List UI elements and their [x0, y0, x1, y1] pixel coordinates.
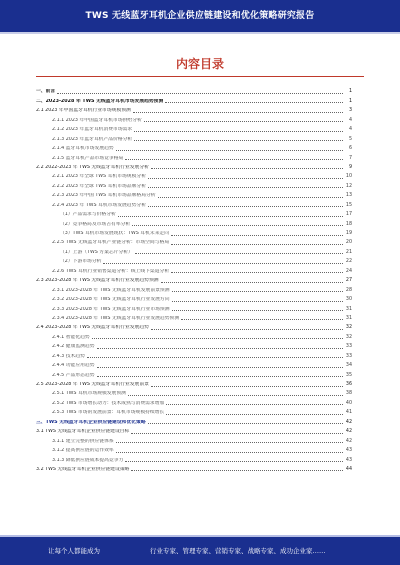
toc-entry-label: （2）下游市场分析	[60, 259, 102, 265]
toc-leader-dots	[171, 244, 343, 245]
toc-page-number: 34	[345, 363, 352, 369]
toc-leader-dots	[97, 348, 343, 349]
toc-entry[interactable]	[36, 180, 352, 189]
toc-entry-label: 2.3.3 2023-2028 年 TWS 无线蓝牙耳机行业市场预测	[52, 306, 170, 312]
toc-page-number: 32	[345, 334, 352, 340]
toc-leader-dots	[171, 272, 343, 273]
toc-leader-dots	[116, 150, 343, 151]
toc-leader-dots	[151, 386, 343, 387]
toc-leader-dots	[116, 452, 343, 453]
toc-leader-dots	[161, 282, 343, 283]
page-footer	[0, 535, 400, 565]
toc-entry-label: 2.4.4 功能应用趋势	[52, 363, 95, 369]
toc-leader-dots	[131, 433, 343, 434]
toc-entry[interactable]	[36, 199, 352, 208]
toc-entry[interactable]	[36, 464, 352, 473]
toc-page-number: 3	[348, 108, 352, 114]
toc-entry[interactable]	[36, 171, 352, 180]
toc-leader-dots	[166, 414, 343, 415]
toc-entry-label: 2.1.2 2023 年蓝牙耳机消费市场需求	[52, 127, 133, 133]
toc-entry-label: 2.5 2023-2028 年 TWS 无线蓝牙耳机行业发展前景	[36, 382, 149, 387]
toc-entry-label: 2.4.5 产品形态趋势	[52, 372, 95, 378]
toc-page-number: 20	[345, 240, 352, 246]
toc-entry-label: 2.1 2023 年中国蓝牙耳机行业市场规模预测	[36, 108, 131, 114]
toc-entry[interactable]	[36, 407, 352, 416]
toc-leader-dots	[133, 112, 343, 113]
toc-entry[interactable]	[36, 95, 352, 104]
toc-entry-label: 3.1.2 提高供应链的运作效率	[52, 448, 114, 454]
toc-page-number: 12	[345, 183, 352, 189]
toc-entry-label: 二、2023-2028 年 TWS 无线蓝牙耳机市场发展趋势预测	[36, 98, 164, 104]
toc-leader-dots	[128, 395, 343, 396]
toc-leader-dots	[125, 461, 343, 462]
toc-leader-dots	[97, 376, 343, 377]
toc-entry[interactable]	[36, 426, 352, 435]
toc-entry[interactable]	[36, 388, 352, 397]
toc-entry-label: 2.1.5 蓝牙耳机产品市场竞争格局	[52, 155, 124, 161]
toc-entry[interactable]	[36, 162, 352, 171]
toc-page-number: 1	[348, 89, 352, 95]
toc-leader-dots	[116, 442, 343, 443]
toc-page-number: 38	[345, 391, 352, 397]
toc-entry[interactable]	[36, 313, 352, 322]
toc-entry[interactable]	[36, 445, 352, 454]
toc-entry-label: 2.2.3 2023 年中国 TWS 耳机市场品牌格局分析	[52, 193, 156, 199]
toc-entry[interactable]	[36, 143, 352, 152]
toc-entry[interactable]	[36, 246, 352, 255]
toc-leader-dots	[103, 263, 343, 264]
toc-entry[interactable]	[36, 152, 352, 161]
toc-page-number: 21	[345, 249, 352, 255]
toc-entry[interactable]	[36, 416, 352, 425]
toc-entry-label: 2.2 2022-2023 年 TWS 无线蓝牙耳机行业发展分析	[36, 164, 149, 170]
toc-entry-label: 2.3.1 2023-2028 年 TWS 无线蓝牙耳机发展前景预测	[52, 287, 170, 293]
toc-leader-dots	[172, 310, 343, 311]
toc-entry-label: 2.3 2023-2028 年 TWS 无线蓝牙耳机行业发展趋势预测	[36, 278, 159, 284]
toc-entry-label: 2.5.2 TWS 市场增长动力：技术成熟与消费需求增加	[52, 400, 165, 406]
toc-entry-label: 2.4.3 技术趋势	[52, 353, 85, 359]
toc-entry[interactable]	[36, 284, 352, 293]
toc-page-number: 28	[345, 287, 352, 293]
toc-entry[interactable]	[36, 105, 352, 114]
toc-page-number: 43	[345, 457, 352, 463]
toc-leader-dots	[134, 131, 343, 132]
toc-page-number: 1	[348, 98, 352, 104]
toc-leader-dots	[166, 404, 343, 405]
toc-leader-dots	[135, 253, 343, 254]
toc-leader-dots	[148, 187, 343, 188]
toc-entry-label: 3.1.1 建立完整的供应链体系	[52, 438, 114, 444]
toc-page-number: 18	[345, 221, 352, 227]
toc-entry[interactable]	[36, 369, 352, 378]
toc-entry-label: 2.5.1 TWS 耳机市场规模发展预测	[52, 391, 126, 397]
toc-entry-label: 2.3.2 2023-2028 年 TWS 无线蓝牙耳机行业发展方向	[52, 297, 170, 303]
toc-page-number: 7	[348, 155, 352, 161]
toc-page-number: 22	[345, 259, 352, 265]
toc-page-number: 30	[345, 297, 352, 303]
toc-entry[interactable]	[36, 114, 352, 123]
toc-entry-label: 2.4 2023-2028 年 TWS 无线蓝牙耳机行业发展趋势	[36, 325, 149, 331]
toc-entry-label: 3.1.3 降低供应链成本提高竞争力	[52, 457, 124, 463]
toc-entry[interactable]	[36, 190, 352, 199]
toc-page-number: 43	[345, 448, 352, 454]
toc-page-number: 9	[348, 164, 352, 170]
toc-page-number: 24	[345, 268, 352, 274]
toc-page-number: 6	[348, 146, 352, 152]
toc-entry-label: 2.1.1 2023 年中国蓝牙耳机市场供给分析	[52, 117, 142, 123]
toc-page-number: 42	[345, 419, 352, 425]
toc-page-number: 44	[345, 466, 352, 472]
toc-page-number: 31	[345, 315, 352, 321]
toc-page-number: 15	[345, 202, 352, 208]
toc-entry[interactable]	[36, 209, 352, 218]
toc-entry-label: （1）上游（TWS 方案芯片分析）	[60, 249, 133, 255]
toc-entry[interactable]	[36, 294, 352, 303]
toc-page-number: 32	[345, 325, 352, 331]
footer-tagline: 行业专家、管理专家、营销专家、战略专家、成功企业家……	[150, 547, 326, 555]
toc-leader-dots	[87, 357, 343, 358]
toc-leader-dots	[165, 102, 343, 103]
toc-entry[interactable]	[36, 218, 352, 227]
report-title: TWS 无线蓝牙耳机企业供应链建设和优化策略研究报告	[85, 11, 315, 21]
toc-leader-dots	[148, 423, 343, 424]
toc-entry-label: 三、TWS 无线蓝牙耳机企业供应链建设和优化策略	[36, 419, 146, 425]
toc-entry[interactable]	[36, 360, 352, 369]
toc-page-number: 41	[345, 410, 352, 416]
toc-entry[interactable]	[36, 379, 352, 388]
toc-page-number: 4	[348, 127, 352, 133]
toc-entry[interactable]	[36, 454, 352, 463]
toc-page-number: 10	[345, 174, 352, 180]
toc-entry-label: 2.1.4 蓝牙耳机市场发展趋势	[52, 146, 114, 152]
toc-entry-label: 2.1.3 2023 年蓝牙耳机产品价格分析	[52, 136, 133, 142]
toc-page-number: 33	[345, 344, 352, 350]
toc-heading: 内容目录	[175, 57, 224, 71]
toc-entry-label: 一、前言	[36, 89, 56, 95]
toc-entry[interactable]	[36, 256, 352, 265]
toc-entry[interactable]	[36, 331, 352, 340]
toc-entry[interactable]	[36, 237, 352, 246]
toc-leader-dots	[131, 470, 343, 471]
toc-page-number: 36	[345, 382, 352, 387]
toc-entry-label: 2.2.5 TWS 无线蓝牙耳机产业链分析：市场空间与格局	[52, 240, 170, 246]
toc-leader-dots	[172, 291, 343, 292]
toc-entry-label: 2.2.1 2023 年全球 TWS 耳机市场规模分析	[52, 174, 146, 180]
toc-leader-dots	[148, 178, 343, 179]
toc-page-number: 35	[345, 372, 352, 378]
toc-leader-dots	[97, 367, 343, 368]
toc-leader-dots	[144, 121, 343, 122]
toc-entry-label: 2.5.3 TWS 市场的发展前景：耳机市场规模持续增长	[52, 410, 165, 416]
footer-accent-bar	[0, 535, 400, 537]
toc-entry[interactable]	[36, 265, 352, 274]
toc-entry[interactable]	[36, 350, 352, 359]
toc-leader-dots	[171, 235, 343, 236]
toc-entry[interactable]	[36, 124, 352, 133]
toc-entry[interactable]	[36, 228, 352, 237]
toc-leader-dots	[148, 206, 343, 207]
toc-entry-label: 2.3.4 2023-2028 年 TWS 无线蓝牙耳机行业发展趋势预测	[52, 315, 180, 321]
toc-entry-label: （1）产品需求与价格分析	[60, 212, 116, 218]
toc-page-number: 31	[345, 306, 352, 312]
toc-leader-dots	[57, 93, 343, 94]
toc-entry-label: 2.2.6 TWS 耳机行业销售渠道分析：线上线下渠道分析	[52, 268, 170, 274]
toc-page-number: 42	[345, 429, 352, 435]
header-divider	[0, 32, 400, 34]
toc-entry-label: 2.4.2 健康监测趋势	[52, 344, 95, 350]
toc-entry-label: 2.2.2 2023 年全球 TWS 耳机市场品牌分析	[52, 183, 146, 189]
toc-entry-label: 2.4.1 智能化趋势	[52, 334, 90, 340]
toc-leader-dots	[134, 140, 343, 141]
toc-entry[interactable]	[36, 322, 352, 331]
toc-leader-dots	[158, 197, 343, 198]
toc-page-number: 4	[348, 117, 352, 123]
toc-page-number: 19	[345, 231, 352, 236]
footer-slogan: 让每个人都能成为	[48, 547, 100, 555]
toc-entry-label: 3.1 TWS 无线蓝牙耳机企业供应链建设目标	[36, 429, 130, 435]
toc-page-number: 33	[345, 353, 352, 359]
toc-leader-dots	[172, 301, 343, 302]
toc-leader-dots	[125, 159, 343, 160]
toc-page-number: 42	[345, 438, 352, 444]
toc-page-number: 40	[345, 400, 352, 406]
toc-leader-dots	[132, 225, 343, 226]
toc-leader-dots	[92, 338, 343, 339]
toc-entry[interactable]	[36, 86, 352, 95]
table-of-contents	[36, 86, 352, 473]
toc-entry[interactable]	[36, 397, 352, 406]
toc-heading-underline	[36, 76, 364, 77]
toc-entry-label: 3.2 TWS 无线蓝牙耳机企业供应链建设策略	[36, 466, 130, 472]
toc-entry[interactable]	[36, 303, 352, 312]
toc-page-number: 27	[345, 278, 352, 284]
toc-leader-dots	[181, 319, 343, 320]
toc-entry-label: （3）TWS 耳机市场发展现状：TWS 耳机未来走向	[60, 231, 170, 236]
report-header	[0, 0, 400, 32]
toc-entry-label: 2.2.4 2023 年 TWS 耳机市场发展趋势分析	[52, 202, 146, 208]
toc-entry[interactable]	[36, 133, 352, 142]
toc-entry[interactable]	[36, 435, 352, 444]
toc-entry-label: （2）竞争格局及市场占有率分析	[60, 221, 131, 227]
toc-page-number: 5	[348, 136, 352, 142]
toc-entry[interactable]	[36, 275, 352, 284]
toc-leader-dots	[118, 216, 343, 217]
toc-entry[interactable]	[36, 341, 352, 350]
toc-leader-dots	[151, 168, 343, 169]
toc-page-number: 13	[345, 193, 352, 199]
toc-leader-dots	[151, 329, 343, 330]
toc-page-number: 17	[345, 212, 352, 218]
